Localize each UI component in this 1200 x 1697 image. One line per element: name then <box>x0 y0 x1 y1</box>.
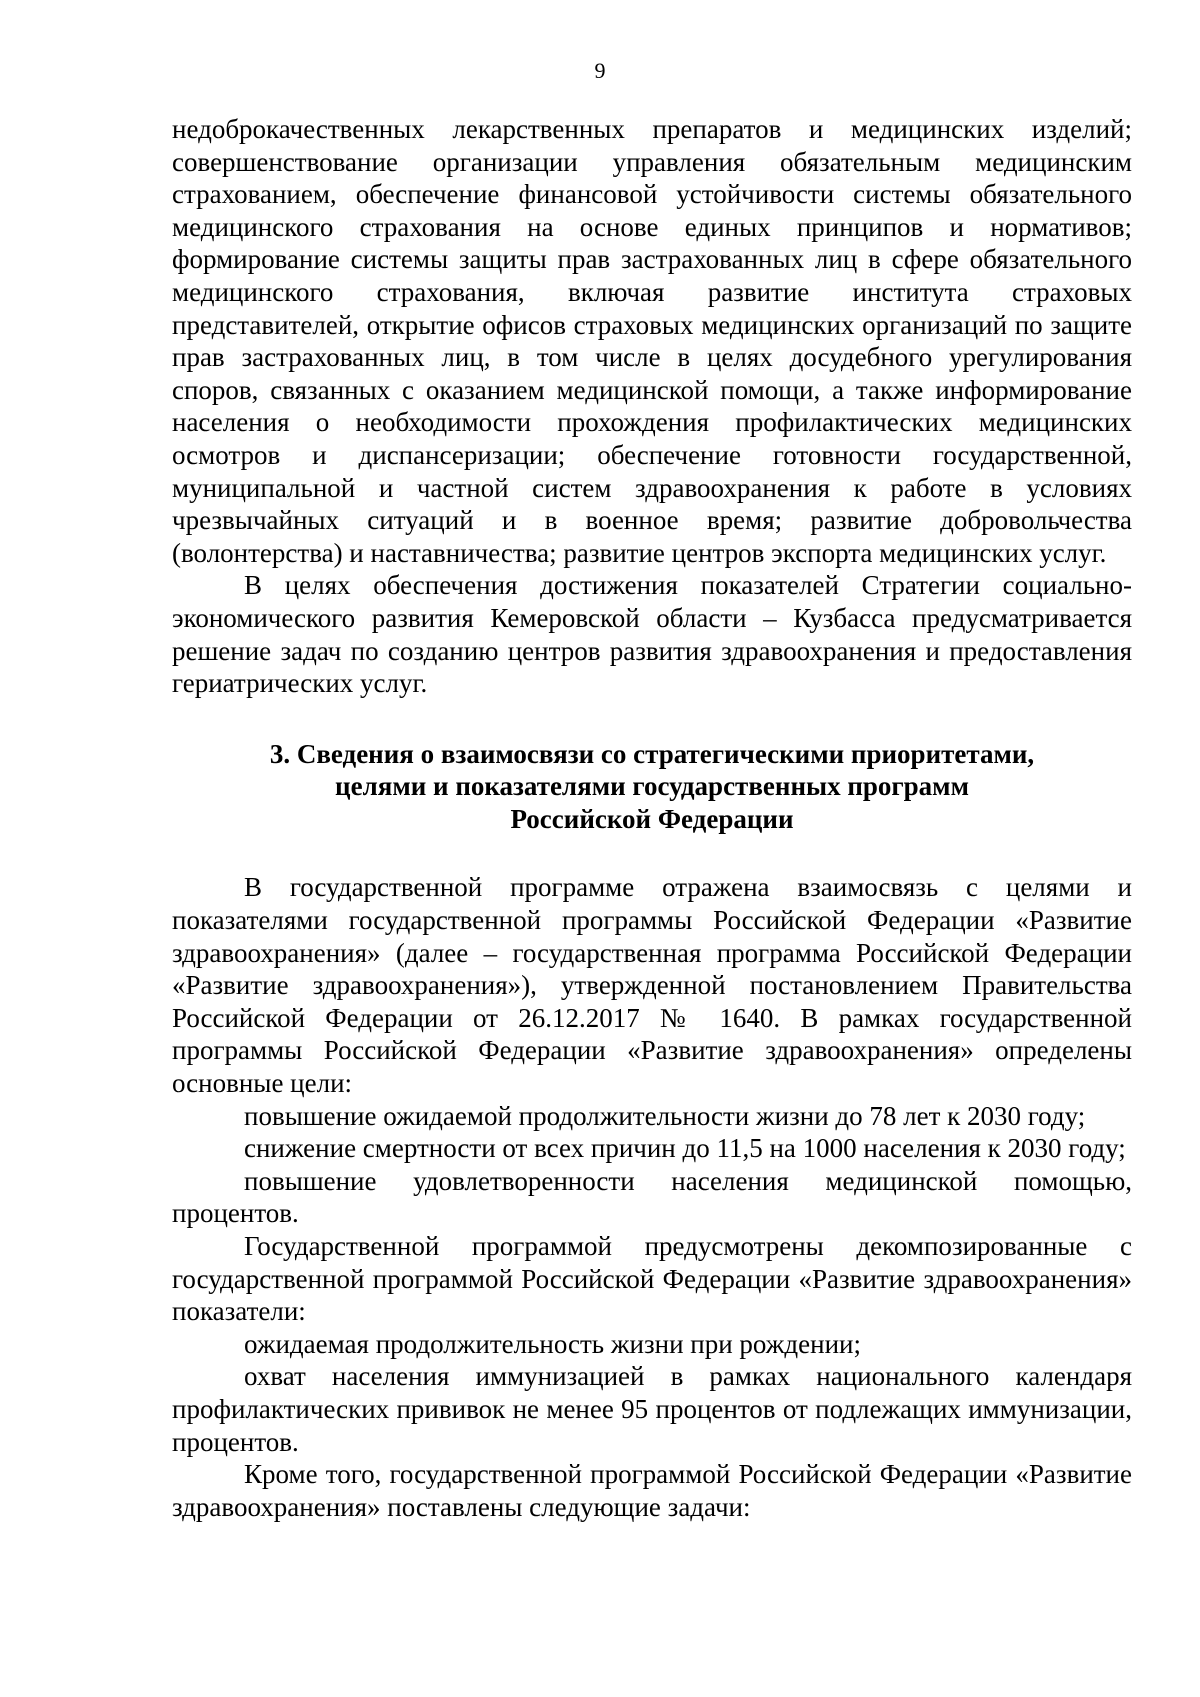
list-item: снижение смертности от всех причин до 11,5 на 1000 населения к 2030 году; <box>244 1133 1126 1164</box>
paragraph: В государственной программе отражена взаимосвязь с целями и показателями государственной программы Российской Федерации «Развитие здравоохранения» (далее – государственная программа Российской Федерации «Развитие здравоохранения»), утвержденной постановлением Правительства Российской Федерации от 26.12.2017 № 1640. В рамках государственной программы Российской Федерации «Развитие здравоохранения» определены основные цели: <box>172 872 1132 1099</box>
paragraph: Государственной программой предусмотрены декомпозированные с государственной программой Российской Федерации «Развитие здравоохранения» показатели: <box>172 1231 1132 1327</box>
paragraph: В целях обеспечения достижения показателей Стратегии социально-экономического развития Кемеровской области – Кузбасса предусматривается решение задач по созданию центров развития здравоохранения и предоставления гериатрических услуг. <box>172 570 1132 699</box>
list-item: ожидаемая продолжительность жизни при рождении; <box>244 1328 861 1359</box>
section-heading-line: 3. Сведения о взаимосвязи со стратегическими приоритетами, <box>269 738 1035 769</box>
page-number: 9 <box>594 58 606 83</box>
list-item: охват населения иммунизацией в рамках национального календаря профилактических прививок не менее 95 процентов от подлежащих иммунизации, процентов. <box>172 1361 1132 1457</box>
section-heading <box>172 738 1132 836</box>
page-body <box>172 113 1132 1523</box>
section-heading-line: Российской Федерации <box>510 803 794 834</box>
paragraph: Кроме того, государственной программой Российской Федерации «Развитие здравоохранения» поставлены следующие задачи: <box>172 1459 1132 1522</box>
paragraph-continuation: недоброкачественных лекарственных препаратов и медицинских изделий; совершенствование организации управления обязательным медицинским страхованием, обеспечение финансовой устойчивости системы обязательного медицинского страхования на основе единых принципов и нормативов; формирование системы защиты прав застрахованных лиц в сфере обязательного медицинского страхования, включая развитие института страховых представителей, открытие офисов страховых медицинских организаций по защите прав застрахованных лиц, в том числе в целях досудебного урегулирования споров, связанных с оказанием медицинской помощи, а также информирование населения о необходимости прохождения профилактических медицинских осмотров и диспансеризации; обеспечение готовности государственной, муниципальной и частной систем здравоохранения к работе в условиях чрезвычайных ситуаций и в военное время; развитие добровольчества (волонтерства) и наставничества; развитие центров экспорта медицинских услуг. <box>172 114 1132 568</box>
list-item: повышение ожидаемой продолжительности жизни до 78 лет к 2030 году; <box>244 1100 1086 1131</box>
list-item: повышение удовлетворенности населения медицинской помощью, процентов. <box>172 1165 1132 1229</box>
section-heading-line: целями и показателями государственных программ <box>335 771 969 802</box>
